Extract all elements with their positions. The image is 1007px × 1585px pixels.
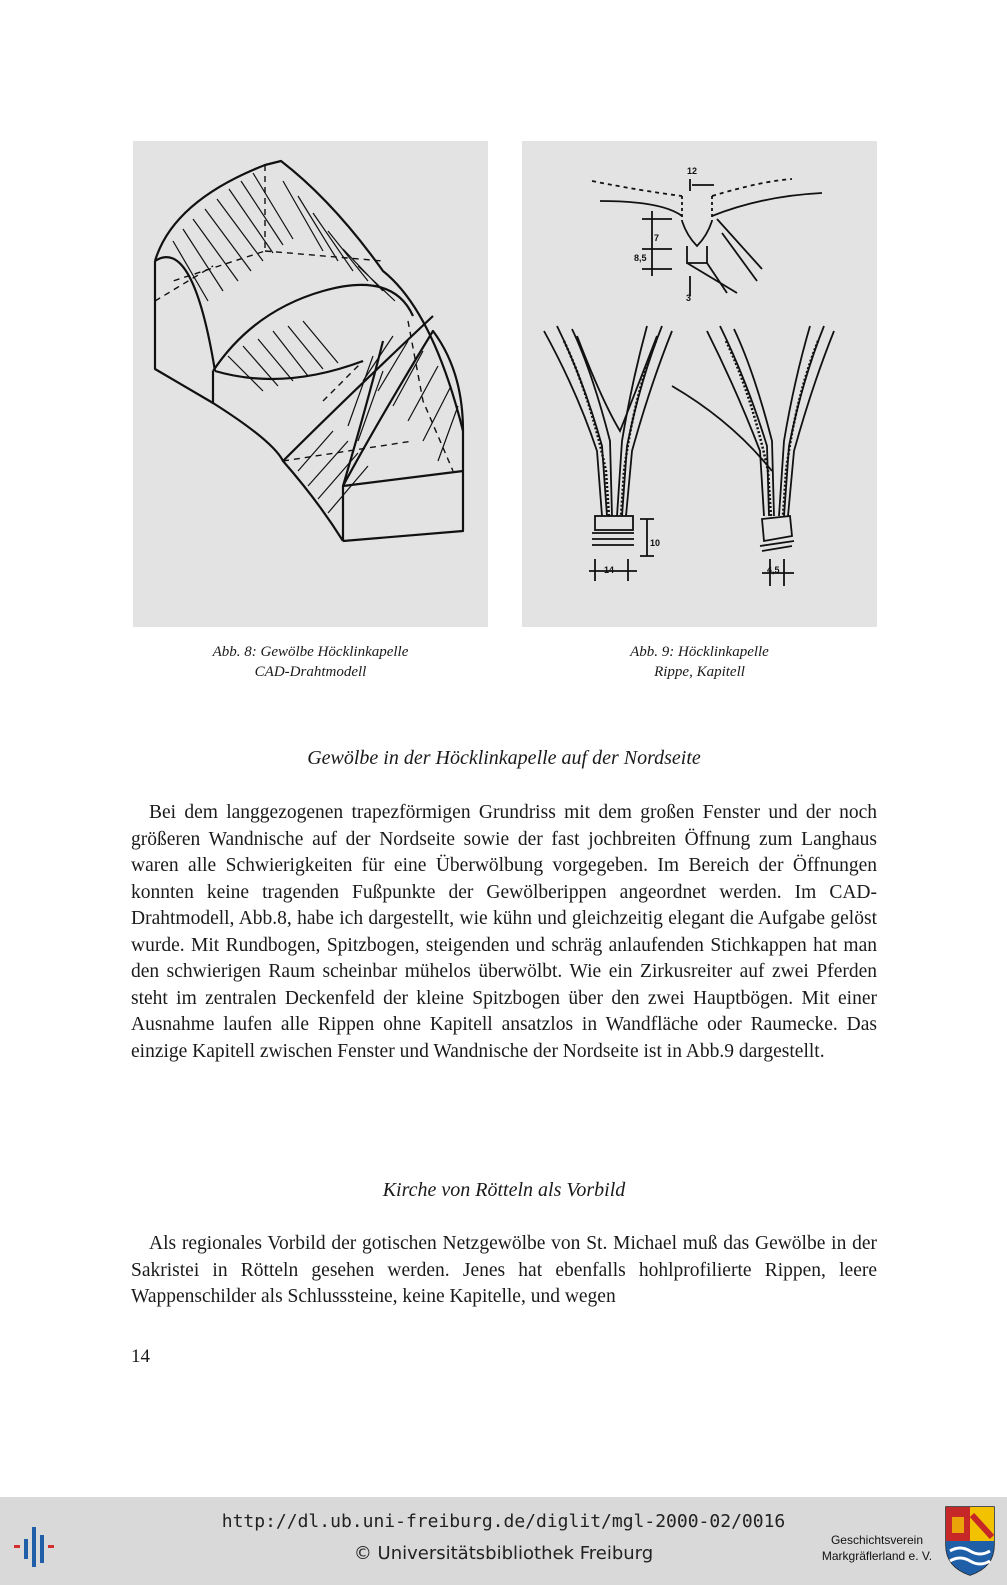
- figure-8-caption: [133, 642, 488, 682]
- footer-bar: [0, 1497, 1007, 1585]
- page-number: 14: [131, 1346, 150, 1367]
- dimension-label: 4,5: [767, 565, 780, 575]
- caption-line: Abb. 9: Höcklinkapelle: [630, 644, 769, 660]
- dimension-label: 3: [686, 293, 692, 303]
- vault-wireframe-drawing: [133, 141, 488, 627]
- copyright-text: © Universitätsbibliothek Freiburg: [353, 1543, 654, 1564]
- body-paragraph: Bei dem langgezogenen trapezförmigen Grundriss mit dem großen Fenster und der noch größeren Wandnische auf der Nordseite sowie der fast jochbreiten Öffnung zum Langhaus waren alle Schwierigkeiten für eine Überwölbung vorgegeben. Im Bereich der Öffnungen konnten keine tragenden Fußpunkte der Gewölberippen angeordnet werden. Im CAD-Drahtmodell, Abb.8, habe ich dargestellt, wie kühn und gleichzeitig elegant die Aufgabe gelöst wurde. Mit Rundbogen, Spitzbogen, steigenden und schräg anlaufenden Stichkappen hat man den schwierigen Raum scheinbar mühelos überwölbt. Wie ein Zirkusreiter auf zwei Pferden steht im zentralen Deckenfeld der kleine Spitzbogen über den zwei Hauptbögen. Mit einer Ausnahme laufen alle Rippen ohne Kapitell ansatzlos in Wandfläche oder Raumecke. Das einzige Kapitell zwischen Fenster und Wandnische der Nordseite ist in Abb.9 dargestellt.: [131, 802, 877, 1062]
- association-line: Geschichtsverein: [830, 1533, 924, 1547]
- caption-line: CAD-Drahtmodell: [254, 664, 367, 680]
- section-heading: Kirche von Rötteln als Vorbild: [382, 1179, 626, 1201]
- dimension-label: 7: [654, 233, 660, 243]
- dimension-label: 12: [687, 166, 698, 176]
- dimension-label: 10: [650, 538, 661, 548]
- dimension-label: 14: [604, 565, 615, 575]
- caption-line: Rippe, Kapitell: [654, 664, 745, 680]
- source-url-link[interactable]: http://dl.ub.uni-freiburg.de/diglit/mgl-2000-02/0016: [221, 1511, 786, 1532]
- rib-capital-drawing: [522, 141, 877, 627]
- figure-vault-wireframe: [133, 141, 488, 627]
- section-heading: Gewölbe in der Höcklinkapelle auf der Nordseite: [307, 747, 701, 769]
- association-name: [812, 1532, 942, 1564]
- figure-rib-capital: [522, 141, 877, 627]
- association-line: Markgräflerland e. V.: [821, 1549, 933, 1563]
- dimension-label: 8,5: [634, 253, 647, 263]
- figure-9-caption: [522, 642, 877, 682]
- caption-line: Abb. 8: Gewölbe Höcklinkapelle: [212, 644, 409, 660]
- coat-of-arms-icon[interactable]: [944, 1505, 996, 1577]
- body-paragraph: Als regionales Vorbild der gotischen Netzgewölbe von St. Michael muß das Gewölbe in der Sakristei in Rötteln gesehen werden. Jenes hat ebenfalls hohlprofilierte Rippen, leere Wappenschilder als Schlusssteine, keine Kapitelle, und wegen: [131, 1233, 877, 1307]
